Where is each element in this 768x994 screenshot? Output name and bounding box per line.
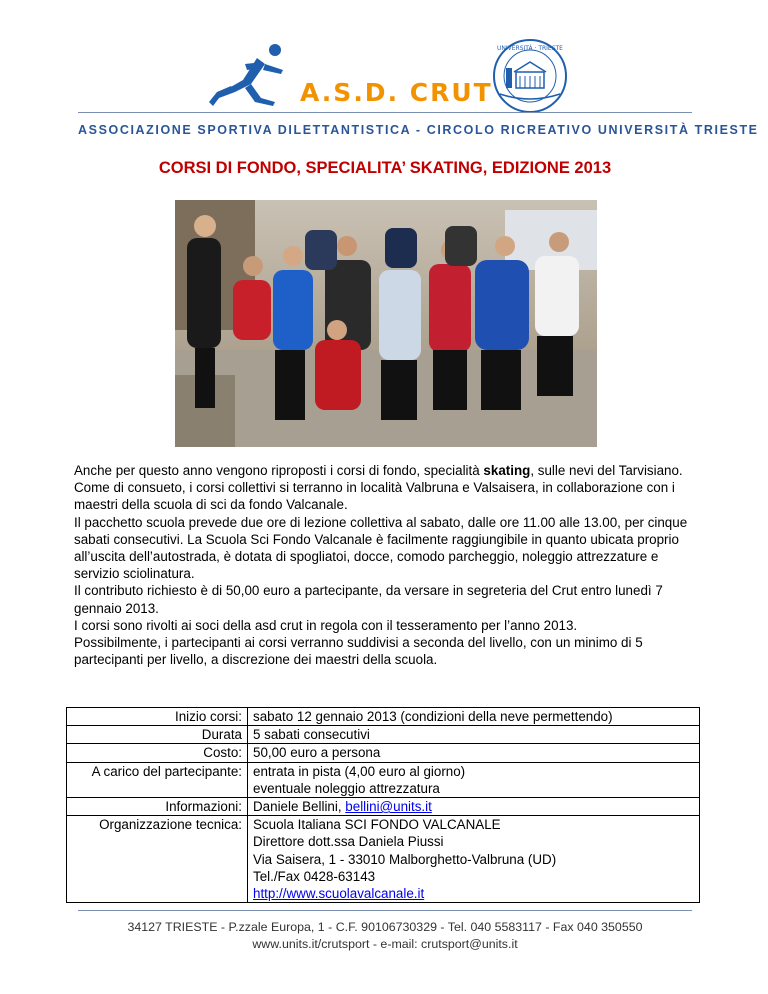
table-row [67, 708, 700, 726]
table-row [67, 726, 700, 744]
school-website-link[interactable]: http://www.scuolavalcanale.it [253, 886, 425, 902]
page-title: CORSI DI FONDO, SPECIALITA’ SKATING, EDIZIONE 2013 [158, 159, 612, 177]
value-duration: 5 sabati consecutivi [248, 726, 700, 744]
contact-email-link[interactable]: bellini@units.it [345, 799, 432, 815]
org-line-1: Scuola Italiana SCI FONDO VALCANALE [253, 817, 501, 833]
label-start: Inizio corsi: [67, 708, 248, 726]
value-participant [248, 762, 700, 797]
header-divider [78, 112, 692, 113]
footer-divider [78, 910, 692, 911]
club-logo-text: A.S.D. CRUT [300, 78, 493, 107]
paragraph-fee: Il contributo richiesto è di 50,00 euro a partecipante, da versare in segreteria del Crut entro lunedì 7 gennaio 2013. [74, 583, 663, 616]
label-cost: Costo: [67, 744, 248, 762]
paragraph-intro: Anche per questo anno vengono riproposti i corsi di fondo, specialità skating, sulle nevi del Tarvisiano. [74, 463, 683, 478]
runner-logo-icon [205, 40, 295, 112]
value-cost: 50,00 euro a persona [248, 744, 700, 762]
association-subtitle: ASSOCIAZIONE SPORTIVA DILETTANTISTICA - CIRCOLO RICREATIVO UNIVERSITÀ TRIESTE [78, 123, 759, 137]
table-row [67, 762, 700, 797]
label-duration: Durata [67, 726, 248, 744]
org-line-4: Tel./Fax 0428-63143 [253, 868, 376, 884]
label-info: Informazioni: [67, 798, 248, 816]
university-seal-icon [492, 38, 568, 114]
footer-contacts: www.units.it/crutsport - e-mail: crutsport@units.it [252, 937, 518, 951]
table-row [67, 816, 700, 903]
value-participant-line-1: entrata in pista (4,00 euro al giorno) [253, 763, 466, 779]
paragraph-members: I corsi sono rivolti ai soci della asd crut in regola con il tesseramento per l’anno 2013. [74, 617, 578, 633]
article-body [74, 462, 698, 668]
value-organization [248, 816, 700, 903]
course-info-table [66, 707, 700, 903]
paragraph-package: Il pacchetto scuola prevede due ore di lezione collettiva al sabato, dalle ore 11.00 alle 13.00, per cinque sabati consecutivi. La Scuola Sci Fondo Valcanale è facilmente raggiungibile in quanto ubicata proprio all’uscita dell’autostrada, è dotata di spogliatoi, docce, comodo parcheggio, noleggio attrezzature e servizio sciolinatura. [74, 514, 688, 582]
svg-text:UNIVERSITÀ · TRIESTE: UNIVERSITÀ · TRIESTE [497, 45, 563, 52]
value-participant-line-2: eventuale noleggio attrezzatura [253, 780, 440, 796]
table-row [67, 744, 700, 762]
value-start: sabato 12 gennaio 2013 (condizioni della neve permettendo) [248, 708, 700, 726]
paragraph-location: Come di consueto, i corsi collettivi si terranno in località Valbruna e Valsaisera, in collaborazione con i maestri della scuola di sci da fondo Valcanale. [74, 480, 675, 513]
group-photo [175, 200, 597, 447]
footer-address: 34127 TRIESTE - P.zzale Europa, 1 - C.F. 90106730329 - Tel. 040 5583117 - Fax 040 350550 [127, 920, 643, 934]
contact-name: Daniele Bellini, [253, 799, 346, 815]
org-line-2: Direttore dott.ssa Daniela Piussi [253, 834, 444, 850]
label-organization: Organizzazione tecnica: [67, 816, 248, 903]
label-participant: A carico del partecipante: [67, 762, 248, 797]
value-info [248, 798, 700, 816]
org-line-3: Via Saisera, 1 - 33010 Malborghetto-Valbruna (UD) [253, 851, 557, 867]
table-row [67, 798, 700, 816]
paragraph-levels: Possibilmente, i partecipanti ai corsi verranno suddivisi a seconda del livello, con un minimo di 5 partecipanti per livello, a discrezione dei maestri della scuola. [74, 635, 643, 668]
